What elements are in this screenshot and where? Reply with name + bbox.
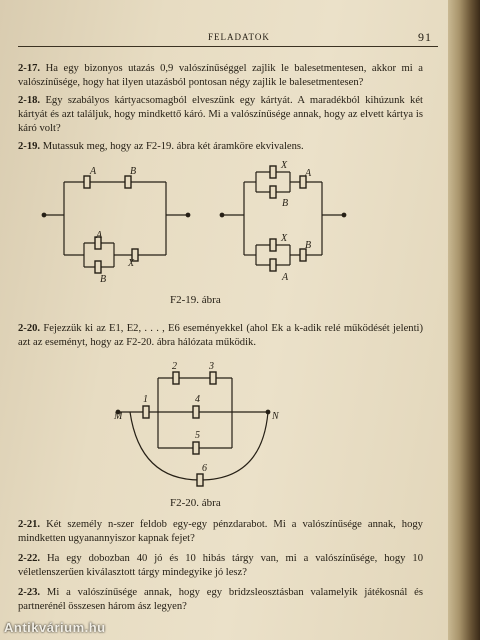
problem-text: Ha egy bizonyos utazás 0,9 valószínűséggel zajlik le balesetmentesen, akkor mi a valószínűsége, hogy hat ilyen utazásból pontosan négy zajlik le balesetmentesen? — [18, 63, 423, 88]
label-relay-4: 4 — [195, 394, 200, 405]
label-b: B — [282, 198, 289, 209]
label-n: N — [272, 411, 279, 422]
label-relay-1: 1 — [143, 394, 148, 405]
problem-number: 2-20. — [18, 323, 41, 334]
label-a: A — [96, 230, 103, 241]
figure-caption: F2-19. ábra — [170, 294, 221, 306]
page-edge — [448, 0, 480, 640]
problem-2-21 — [18, 518, 423, 546]
problem-text: Fejezzük ki az E1, E2, . . . , E6 eseményekkel (ahol Ek a k-adik relé működését jelenti) azt az eseményt, hogy az F2-20. ábra hálózata működik. — [18, 323, 423, 348]
label-relay-5: 5 — [195, 430, 200, 441]
label-b: B — [130, 166, 137, 177]
label-b: B — [100, 274, 107, 285]
label-x: X — [281, 233, 288, 244]
label-m: M — [114, 411, 123, 422]
label-relay-3: 3 — [209, 361, 214, 372]
label-x: X — [128, 258, 135, 269]
problem-text: Mi a valószínűsége annak, hogy egy bridzsleosztásban valamelyik játékosnál és partnerénél összesen három ász legyen? — [18, 587, 423, 612]
label-relay-2: 2 — [172, 361, 177, 372]
problem-number: 2-22. — [18, 553, 41, 564]
problem-number: 2-17. — [18, 63, 41, 74]
problem-number: 2-23. — [18, 587, 41, 598]
figure-caption: F2-20. ábra — [170, 497, 221, 509]
problem-number: 2-18. — [18, 95, 41, 106]
problem-2-20 — [18, 322, 423, 350]
problem-text: Két személy n-szer feldob egy-egy pénzdarabot. Mi a valószínűsége annak, hogy mindketten ugyanannyiszor kapnak fejet? — [18, 519, 423, 544]
problem-text: Mutassuk meg, hogy az F2-19. ábra két áramköre ekvivalens. — [42, 141, 304, 152]
label-b: B — [305, 240, 312, 251]
page-number: 91 — [418, 30, 432, 44]
problem-text: Ha egy dobozban 40 jó és 10 hibás tárgy van, mi a valószínűsége, hogy 10 véletlenszerűen kiválasztott tárgy mindegyike jó lesz? — [18, 553, 423, 578]
label-relay-6: 6 — [202, 463, 207, 474]
problem-number: 2-19. — [18, 141, 41, 152]
label-a: A — [90, 166, 97, 177]
label-a: A — [305, 168, 312, 179]
watermark: Antikvárium.hu — [4, 620, 106, 635]
label-a: A — [282, 272, 289, 283]
problem-number: 2-21. — [18, 519, 41, 530]
problem-text: Egy szabályos kártyacsomagból elveszünk egy kártyát. A maradékból kihúzunk két kártyát és azt találjuk, hogy mindkettő káró. Mi a valószínűsége annak, hogy az elvett kártya is káró volt? — [18, 95, 423, 134]
problem-2-23 — [18, 586, 423, 614]
header-title: FELADATOK — [208, 32, 270, 42]
label-x: X — [281, 160, 288, 171]
problem-2-22 — [18, 552, 423, 580]
